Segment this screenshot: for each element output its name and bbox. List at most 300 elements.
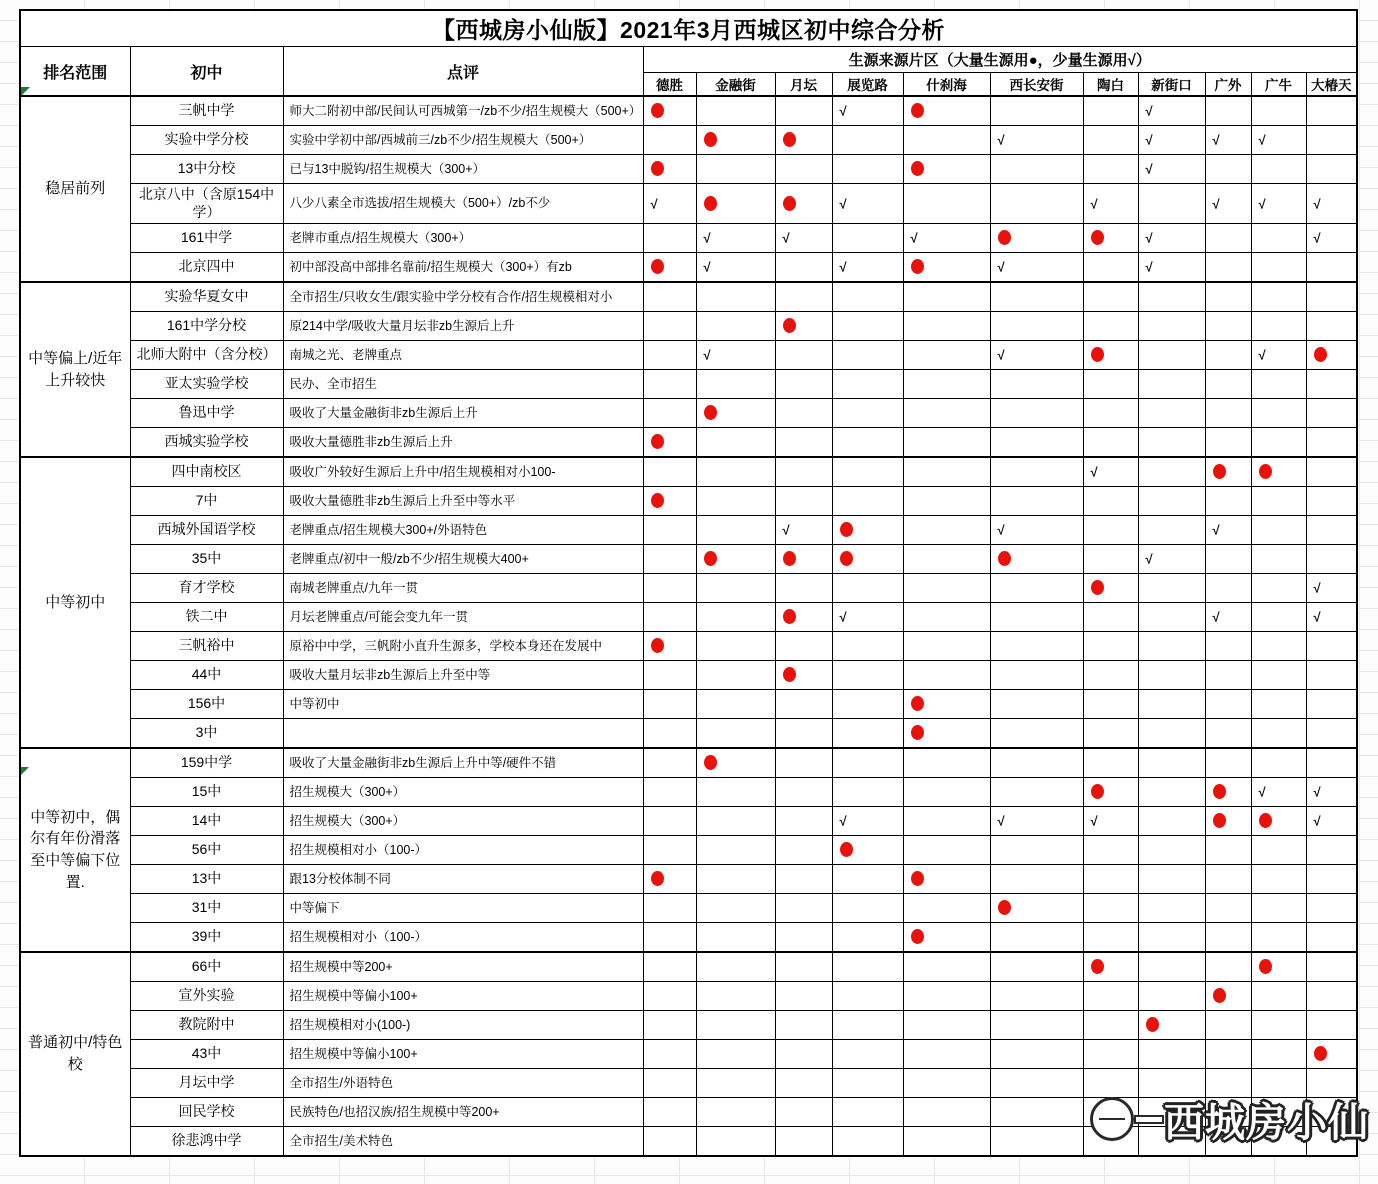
source-mark-cell-什刹海 (903, 224, 990, 253)
source-mark-cell-月坛 (775, 282, 832, 312)
source-mark-cell-新街口 (1138, 126, 1205, 155)
source-mark-cell-陶白 (1083, 1127, 1138, 1157)
source-mark-cell-西长安街 (990, 807, 1083, 836)
source-mark-cell-月坛 (775, 1011, 832, 1040)
source-mark-cell-广外 (1205, 603, 1251, 632)
source-mark-cell-展览路 (832, 603, 903, 632)
source-mark-cell-德胜 (643, 807, 696, 836)
source-mark-cell-什刹海 (903, 748, 990, 778)
source-mark-cell-广牛 (1251, 1098, 1306, 1127)
source-mark-cell-展览路 (832, 632, 903, 661)
large-source-dot-icon (840, 842, 853, 857)
source-mark-cell-陶白 (1083, 184, 1138, 224)
source-mark-cell-展览路 (832, 982, 903, 1011)
source-mark-cell-新街口 (1138, 516, 1205, 545)
source-mark-cell-大椿天 (1306, 341, 1357, 370)
rank-group-cell: 中等初中 (20, 457, 130, 748)
source-mark-cell-广牛 (1251, 312, 1306, 341)
source-mark-cell-金融街 (696, 952, 775, 982)
small-source-check-icon: √ (782, 522, 790, 538)
school-name-cell: 教院附中 (130, 1011, 283, 1040)
source-mark-cell-广牛 (1251, 952, 1306, 982)
source-mark-cell-新街口 (1138, 96, 1205, 126)
source-mark-cell-月坛 (775, 778, 832, 807)
school-name-cell: 35中 (130, 545, 283, 574)
source-mark-cell-广牛 (1251, 748, 1306, 778)
source-mark-cell-展览路 (832, 807, 903, 836)
district-header-10: 大椿天 (1306, 72, 1357, 96)
source-mark-cell-金融街 (696, 1127, 775, 1157)
source-mark-cell-陶白 (1083, 748, 1138, 778)
source-mark-cell-展览路 (832, 690, 903, 719)
small-source-check-icon: √ (1145, 551, 1153, 567)
source-mark-cell-广外 (1205, 632, 1251, 661)
source-mark-cell-德胜 (643, 748, 696, 778)
source-mark-cell-新街口 (1138, 545, 1205, 574)
district-header-3: 展览路 (832, 72, 903, 96)
source-mark-cell-金融街 (696, 778, 775, 807)
comment-cell: 中等初中 (283, 690, 643, 719)
source-mark-cell-广外 (1205, 96, 1251, 126)
school-name-cell: 北京四中 (130, 253, 283, 283)
source-mark-cell-广牛 (1251, 1011, 1306, 1040)
school-name-cell: 实验中学分校 (130, 126, 283, 155)
source-mark-cell-什刹海 (903, 370, 990, 399)
source-mark-cell-大椿天 (1306, 312, 1357, 341)
table-row (20, 96, 1357, 126)
source-mark-cell-广外 (1205, 370, 1251, 399)
source-mark-cell-德胜 (643, 1127, 696, 1157)
source-mark-cell-广牛 (1251, 923, 1306, 953)
large-source-dot-icon (1091, 959, 1104, 974)
large-source-dot-icon (704, 405, 717, 420)
source-mark-cell-展览路 (832, 428, 903, 458)
source-mark-cell-广外 (1205, 1040, 1251, 1069)
source-mark-cell-大椿天 (1306, 1069, 1357, 1098)
source-mark-cell-月坛 (775, 428, 832, 458)
small-source-check-icon: √ (910, 230, 918, 246)
large-source-dot-icon (1213, 464, 1226, 479)
source-mark-cell-德胜 (643, 312, 696, 341)
source-mark-cell-广牛 (1251, 1040, 1306, 1069)
source-mark-cell-什刹海 (903, 1069, 990, 1098)
source-mark-cell-广牛 (1251, 545, 1306, 574)
table-row (20, 457, 1357, 487)
source-mark-cell-展览路 (832, 719, 903, 749)
source-mark-cell-展览路 (832, 1127, 903, 1157)
source-mark-cell-展览路 (832, 487, 903, 516)
source-mark-cell-展览路 (832, 96, 903, 126)
small-source-check-icon: √ (650, 195, 658, 211)
source-mark-cell-金融街 (696, 1040, 775, 1069)
source-mark-cell-广牛 (1251, 574, 1306, 603)
source-mark-cell-广外 (1205, 184, 1251, 224)
source-mark-cell-大椿天 (1306, 253, 1357, 283)
source-mark-cell-西长安街 (990, 632, 1083, 661)
source-mark-cell-广牛 (1251, 778, 1306, 807)
school-name-cell: 三帆裕中 (130, 632, 283, 661)
source-mark-cell-大椿天 (1306, 282, 1357, 312)
source-mark-cell-月坛 (775, 516, 832, 545)
source-zone-header: 生源来源片区（大量生源用●，少量生源用√） (643, 47, 1357, 73)
source-mark-cell-西长安街 (990, 1098, 1083, 1127)
analysis-sheet (19, 9, 1358, 1157)
district-header-9: 广牛 (1251, 72, 1306, 96)
source-mark-cell-广牛 (1251, 982, 1306, 1011)
district-header-2: 月坛 (775, 72, 832, 96)
source-mark-cell-西长安街 (990, 516, 1083, 545)
large-source-dot-icon (783, 551, 796, 566)
source-mark-cell-西长安街 (990, 96, 1083, 126)
source-mark-cell-新街口 (1138, 982, 1205, 1011)
comment-cell: 招生规模中等偏小100+ (283, 982, 643, 1011)
source-mark-cell-大椿天 (1306, 1011, 1357, 1040)
table-row (20, 312, 1357, 341)
source-mark-cell-金融街 (696, 982, 775, 1011)
source-mark-cell-月坛 (775, 155, 832, 184)
comment-cell: 全市招生/只收女生/跟实验中学分校有合作/招生规模相对小 (283, 282, 643, 312)
comment-cell: 已与13中脱钩/招生规模大（300+） (283, 155, 643, 184)
source-mark-cell-陶白 (1083, 155, 1138, 184)
source-mark-cell-西长安街 (990, 690, 1083, 719)
source-mark-cell-广牛 (1251, 184, 1306, 224)
source-mark-cell-广牛 (1251, 632, 1306, 661)
table-row (20, 126, 1357, 155)
large-source-dot-icon (998, 551, 1011, 566)
source-mark-cell-广外 (1205, 487, 1251, 516)
source-mark-cell-展览路 (832, 952, 903, 982)
source-mark-cell-广外 (1205, 1011, 1251, 1040)
source-mark-cell-什刹海 (903, 184, 990, 224)
source-mark-cell-德胜 (643, 865, 696, 894)
comment-cell: 跟13分校体制不同 (283, 865, 643, 894)
source-mark-cell-展览路 (832, 661, 903, 690)
source-mark-cell-德胜 (643, 632, 696, 661)
comment-cell: 吸收大量月坛非zb生源后上升至中等 (283, 661, 643, 690)
source-mark-cell-德胜 (643, 341, 696, 370)
large-source-dot-icon (783, 318, 796, 333)
source-mark-cell-广牛 (1251, 690, 1306, 719)
table-row (20, 253, 1357, 283)
small-source-check-icon: √ (1212, 522, 1220, 538)
comment-cell: 吸收大量德胜非zb生源后上升至中等水平 (283, 487, 643, 516)
source-mark-cell-大椿天 (1306, 428, 1357, 458)
source-mark-cell-什刹海 (903, 399, 990, 428)
school-name-cell: 7中 (130, 487, 283, 516)
source-mark-cell-大椿天 (1306, 1098, 1357, 1127)
source-mark-cell-展览路 (832, 370, 903, 399)
comment-cell: 初中部没高中部排名靠前/招生规模大（300+）有zb (283, 253, 643, 283)
large-source-dot-icon (998, 230, 1011, 245)
source-mark-cell-广外 (1205, 126, 1251, 155)
small-source-check-icon: √ (1212, 132, 1220, 148)
source-mark-cell-新街口 (1138, 661, 1205, 690)
source-mark-cell-新街口 (1138, 224, 1205, 253)
source-mark-cell-金融街 (696, 1011, 775, 1040)
comment-cell: 全市招生/外语特色 (283, 1069, 643, 1098)
small-source-check-icon: √ (1258, 347, 1266, 363)
source-mark-cell-展览路 (832, 253, 903, 283)
source-mark-cell-德胜 (643, 1011, 696, 1040)
source-mark-cell-月坛 (775, 719, 832, 749)
source-mark-cell-展览路 (832, 748, 903, 778)
source-mark-cell-大椿天 (1306, 96, 1357, 126)
school-name-cell: 北京八中（含原154中学） (130, 184, 283, 224)
comment-cell: 招生规模中等偏小100+ (283, 1040, 643, 1069)
table-row (20, 155, 1357, 184)
comment-cell: 月坛老牌重点/可能会变九年一贯 (283, 603, 643, 632)
source-mark-cell-德胜 (643, 545, 696, 574)
source-mark-cell-陶白 (1083, 661, 1138, 690)
large-source-dot-icon (1314, 347, 1327, 362)
rank-group-cell: 稳居前列 (20, 96, 130, 282)
district-header-0: 德胜 (643, 72, 696, 96)
analysis-table (19, 9, 1358, 1157)
large-source-dot-icon (1259, 464, 1272, 479)
source-mark-cell-陶白 (1083, 603, 1138, 632)
large-source-dot-icon (1213, 988, 1226, 1003)
table-row (20, 1069, 1357, 1098)
comment-cell: 民族特色/也招汉族/招生规模中等200+ (283, 1098, 643, 1127)
source-mark-cell-什刹海 (903, 632, 990, 661)
source-mark-cell-新街口 (1138, 632, 1205, 661)
small-source-check-icon: √ (782, 230, 790, 246)
source-mark-cell-什刹海 (903, 341, 990, 370)
source-mark-cell-陶白 (1083, 894, 1138, 923)
source-mark-cell-陶白 (1083, 865, 1138, 894)
source-mark-cell-陶白 (1083, 428, 1138, 458)
source-mark-cell-德胜 (643, 690, 696, 719)
source-mark-cell-西长安街 (990, 312, 1083, 341)
source-mark-cell-德胜 (643, 457, 696, 487)
source-mark-cell-月坛 (775, 399, 832, 428)
source-mark-cell-大椿天 (1306, 923, 1357, 953)
source-mark-cell-广外 (1205, 155, 1251, 184)
source-mark-cell-大椿天 (1306, 836, 1357, 865)
source-mark-cell-展览路 (832, 865, 903, 894)
table-row (20, 341, 1357, 370)
source-mark-cell-展览路 (832, 341, 903, 370)
source-mark-cell-陶白 (1083, 341, 1138, 370)
source-mark-cell-大椿天 (1306, 1127, 1357, 1157)
source-mark-cell-月坛 (775, 923, 832, 953)
comment-cell: 老牌市重点/招生规模大（300+） (283, 224, 643, 253)
source-mark-cell-什刹海 (903, 661, 990, 690)
source-mark-cell-新街口 (1138, 1127, 1205, 1157)
source-mark-cell-大椿天 (1306, 690, 1357, 719)
source-mark-cell-新街口 (1138, 865, 1205, 894)
source-mark-cell-陶白 (1083, 312, 1138, 341)
large-source-dot-icon (911, 103, 924, 118)
source-mark-cell-月坛 (775, 457, 832, 487)
source-mark-cell-广牛 (1251, 894, 1306, 923)
source-mark-cell-西长安街 (990, 399, 1083, 428)
source-mark-cell-金融街 (696, 603, 775, 632)
source-mark-cell-展览路 (832, 399, 903, 428)
table-row (20, 1127, 1357, 1157)
school-name-cell: 徐悲鸿中学 (130, 1127, 283, 1157)
source-mark-cell-什刹海 (903, 457, 990, 487)
comment-cell: 民办、全市招生 (283, 370, 643, 399)
source-mark-cell-什刹海 (903, 836, 990, 865)
comment-cell: 招生规模大（300+） (283, 778, 643, 807)
source-mark-cell-广牛 (1251, 126, 1306, 155)
small-source-check-icon: √ (1313, 609, 1321, 625)
source-mark-cell-陶白 (1083, 1011, 1138, 1040)
comment-cell: 招生规模相对小（100-） (283, 836, 643, 865)
source-mark-cell-新街口 (1138, 341, 1205, 370)
source-mark-cell-德胜 (643, 155, 696, 184)
source-mark-cell-月坛 (775, 661, 832, 690)
source-mark-cell-月坛 (775, 952, 832, 982)
source-mark-cell-广外 (1205, 224, 1251, 253)
small-source-check-icon: √ (1313, 580, 1321, 596)
comment-cell: 八少八素全市选拔/招生规模大（500+）/zb不少 (283, 184, 643, 224)
source-mark-cell-德胜 (643, 952, 696, 982)
comment-cell: 招生规模中等200+ (283, 952, 643, 982)
source-mark-cell-月坛 (775, 865, 832, 894)
table-row (20, 487, 1357, 516)
source-mark-cell-展览路 (832, 457, 903, 487)
source-mark-cell-新街口 (1138, 282, 1205, 312)
source-mark-cell-金融街 (696, 748, 775, 778)
source-mark-cell-大椿天 (1306, 1040, 1357, 1069)
source-mark-cell-陶白 (1083, 574, 1138, 603)
small-source-check-icon: √ (1145, 259, 1153, 275)
source-mark-cell-德胜 (643, 126, 696, 155)
source-mark-cell-广外 (1205, 341, 1251, 370)
source-mark-cell-西长安街 (990, 1040, 1083, 1069)
source-mark-cell-金融街 (696, 312, 775, 341)
source-mark-cell-什刹海 (903, 96, 990, 126)
large-source-dot-icon (651, 434, 664, 449)
large-source-dot-icon (1259, 1104, 1272, 1119)
source-mark-cell-广外 (1205, 1127, 1251, 1157)
source-mark-cell-新街口 (1138, 807, 1205, 836)
source-mark-cell-陶白 (1083, 516, 1138, 545)
source-mark-cell-西长安街 (990, 184, 1083, 224)
source-mark-cell-德胜 (643, 1069, 696, 1098)
source-mark-cell-广外 (1205, 719, 1251, 749)
comment-cell: 吸收了大量金融街非zb生源后上升 (283, 399, 643, 428)
school-name-cell: 四中南校区 (130, 457, 283, 487)
school-name-cell: 三帆中学 (130, 96, 283, 126)
rank-group-cell: 普通初中/特色校 (20, 952, 130, 1156)
table-row (20, 516, 1357, 545)
source-mark-cell-金融街 (696, 894, 775, 923)
source-mark-cell-月坛 (775, 96, 832, 126)
small-source-check-icon: √ (1145, 132, 1153, 148)
source-mark-cell-金融街 (696, 370, 775, 399)
large-source-dot-icon (651, 161, 664, 176)
page-title: 【西城房小仙版】2021年3月西城区初中综合分析 (20, 10, 1357, 47)
small-source-check-icon: √ (839, 103, 847, 119)
source-mark-cell-陶白 (1083, 778, 1138, 807)
source-mark-cell-新街口 (1138, 1069, 1205, 1098)
source-mark-cell-广牛 (1251, 603, 1306, 632)
source-mark-cell-广牛 (1251, 1127, 1306, 1157)
source-mark-cell-西长安街 (990, 603, 1083, 632)
large-source-dot-icon (783, 667, 796, 682)
source-mark-cell-什刹海 (903, 487, 990, 516)
school-name-cell: 43中 (130, 1040, 283, 1069)
source-mark-cell-展览路 (832, 778, 903, 807)
source-mark-cell-新街口 (1138, 603, 1205, 632)
source-mark-cell-德胜 (643, 516, 696, 545)
source-mark-cell-金融街 (696, 253, 775, 283)
source-mark-cell-广牛 (1251, 516, 1306, 545)
source-mark-cell-月坛 (775, 894, 832, 923)
source-mark-cell-月坛 (775, 126, 832, 155)
source-mark-cell-德胜 (643, 399, 696, 428)
school-name-cell: 亚太实验学校 (130, 370, 283, 399)
source-mark-cell-陶白 (1083, 96, 1138, 126)
source-mark-cell-什刹海 (903, 952, 990, 982)
school-name-cell: 13中分校 (130, 155, 283, 184)
source-mark-cell-大椿天 (1306, 184, 1357, 224)
source-mark-cell-什刹海 (903, 603, 990, 632)
source-mark-cell-展览路 (832, 155, 903, 184)
source-mark-cell-陶白 (1083, 690, 1138, 719)
source-mark-cell-金融街 (696, 224, 775, 253)
table-row (20, 1011, 1357, 1040)
source-mark-cell-陶白 (1083, 224, 1138, 253)
large-source-dot-icon (651, 103, 664, 118)
source-mark-cell-大椿天 (1306, 982, 1357, 1011)
source-mark-cell-西长安街 (990, 865, 1083, 894)
school-name-cell: 北师大附中（含分校） (130, 341, 283, 370)
source-mark-cell-新街口 (1138, 184, 1205, 224)
source-mark-cell-陶白 (1083, 952, 1138, 982)
source-mark-cell-什刹海 (903, 574, 990, 603)
source-mark-cell-西长安街 (990, 253, 1083, 283)
source-mark-cell-月坛 (775, 370, 832, 399)
source-mark-cell-月坛 (775, 1127, 832, 1157)
small-source-check-icon: √ (997, 522, 1005, 538)
source-mark-cell-什刹海 (903, 1011, 990, 1040)
source-mark-cell-月坛 (775, 807, 832, 836)
source-mark-cell-陶白 (1083, 282, 1138, 312)
source-mark-cell-陶白 (1083, 126, 1138, 155)
source-mark-cell-金融街 (696, 719, 775, 749)
source-mark-cell-广外 (1205, 399, 1251, 428)
small-source-check-icon: √ (839, 259, 847, 275)
source-mark-cell-月坛 (775, 1098, 832, 1127)
source-mark-cell-德胜 (643, 184, 696, 224)
source-mark-cell-金融街 (696, 574, 775, 603)
source-mark-cell-德胜 (643, 487, 696, 516)
source-mark-cell-金融街 (696, 690, 775, 719)
small-source-check-icon: √ (1145, 230, 1153, 246)
source-mark-cell-西长安街 (990, 982, 1083, 1011)
source-mark-cell-广牛 (1251, 487, 1306, 516)
source-mark-cell-什刹海 (903, 1098, 990, 1127)
source-mark-cell-广外 (1205, 282, 1251, 312)
school-name-cell: 159中学 (130, 748, 283, 778)
source-mark-cell-广外 (1205, 253, 1251, 283)
source-mark-cell-广牛 (1251, 661, 1306, 690)
table-row (20, 282, 1357, 312)
source-mark-cell-新街口 (1138, 487, 1205, 516)
large-source-dot-icon (1091, 784, 1104, 799)
school-name-cell: 3中 (130, 719, 283, 749)
source-mark-cell-金融街 (696, 836, 775, 865)
comment-cell: 原裕中中学，三帆附小直升生源多，学校本身还在发展中 (283, 632, 643, 661)
large-source-dot-icon (651, 871, 664, 886)
large-source-dot-icon (783, 196, 796, 211)
source-mark-cell-新街口 (1138, 457, 1205, 487)
source-mark-cell-新街口 (1138, 370, 1205, 399)
